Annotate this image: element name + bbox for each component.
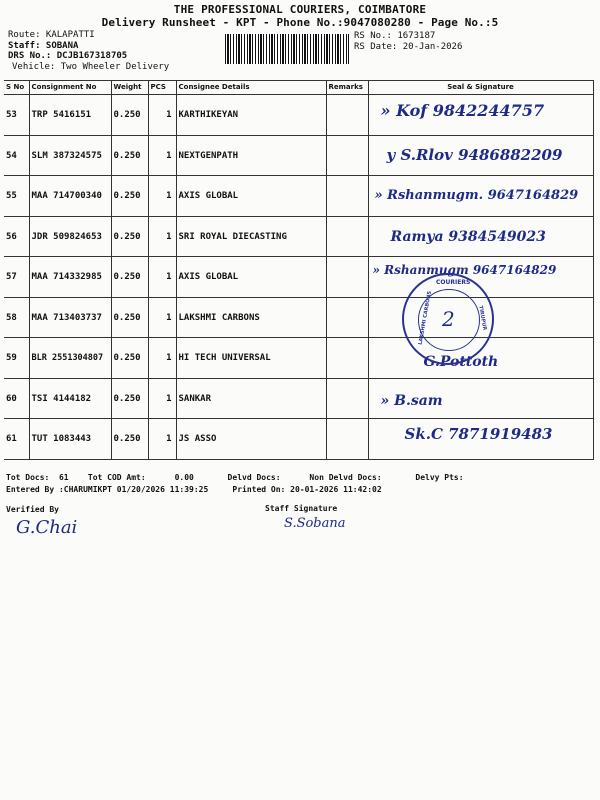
row-consignment: TUT 1083443	[29, 419, 111, 460]
row-remarks	[326, 297, 368, 338]
row-consignment: MAA 714700340	[29, 176, 111, 217]
table-row	[4, 419, 593, 460]
row-signature-cell	[368, 135, 593, 176]
table-row	[4, 95, 593, 136]
stamp-center-mark: 2	[442, 307, 455, 331]
stamp-top-text: COURIERS	[436, 279, 471, 286]
runsheet-table	[4, 80, 594, 460]
runsheet-subtitle: Delivery Runsheet - KPT - Phone No.:9047080280 - Page No.:5	[101, 16, 499, 29]
row-sno: 56	[4, 216, 29, 257]
route-label: Route: KALAPATTI	[8, 30, 95, 40]
row-consignee: AXIS GLOBAL	[176, 257, 326, 298]
row-remarks	[326, 176, 368, 217]
row-weight: 0.250	[111, 135, 148, 176]
row-remarks	[326, 338, 368, 379]
row-consignee: AXIS GLOBAL	[176, 176, 326, 217]
row-pcs: 1	[148, 378, 176, 419]
row-consignment: BLR 2551304807	[29, 338, 111, 379]
staff-signature-label: Staff Signature	[265, 504, 338, 513]
col-pcs: PCS	[148, 81, 176, 95]
row-sno: 55	[4, 176, 29, 217]
row-remarks	[326, 216, 368, 257]
col-seal-signature: Seal & Signature	[368, 81, 593, 95]
row-consignment: MAA 713403737	[29, 297, 111, 338]
company-seal-stamp	[402, 273, 494, 365]
row-sno: 61	[4, 419, 29, 460]
row-signature-cell	[368, 95, 593, 136]
row-pcs: 1	[148, 419, 176, 460]
table-row	[4, 216, 593, 257]
row-consignment: TRP 5416151	[29, 95, 111, 136]
table-row	[4, 378, 593, 419]
barcode	[225, 34, 349, 64]
entered-printed-line: Entered By :CHARUMIKPT 01/20/2026 11:39:25 Printed On: 20-01-2026 11:42:02	[6, 485, 382, 494]
rs-block	[354, 31, 462, 53]
row-pcs: 1	[148, 216, 176, 257]
company-title: THE PROFESSIONAL COURIERS, COIMBATORE	[173, 3, 427, 16]
row-signature-cell	[368, 176, 593, 217]
row-signature: » Kof 9842244757	[380, 101, 545, 120]
row-signature: Sk.C 7871919483	[404, 425, 553, 443]
row-sno: 60	[4, 378, 29, 419]
row-weight: 0.250	[111, 176, 148, 217]
row-weight: 0.250	[111, 378, 148, 419]
row-consignment: MAA 714332985	[29, 257, 111, 298]
row-sno: 59	[4, 338, 29, 379]
route-block	[8, 30, 169, 72]
table-row	[4, 338, 593, 379]
row-consignment: SLM 387324575	[29, 135, 111, 176]
row-pcs: 1	[148, 257, 176, 298]
row-weight: 0.250	[111, 338, 148, 379]
row-signature-cell	[368, 419, 593, 460]
staff-signature: S.Sobana	[284, 516, 346, 531]
col-sno: S No	[4, 81, 29, 95]
row-signature: » Rshanmugm. 9647164829	[374, 188, 579, 203]
row-weight: 0.250	[111, 419, 148, 460]
col-consignment: Consignment No	[29, 81, 111, 95]
staff-label: Staff: SOBANA	[8, 40, 79, 51]
row-consignment: JDR 509824653	[29, 216, 111, 257]
vehicle-label: Vehicle: Two Wheeler Delivery	[12, 61, 170, 72]
drs-label: DRS No.: DCJB167318705	[8, 51, 128, 61]
table-header	[4, 81, 593, 95]
row-signature: G.Pottoth	[423, 354, 499, 370]
row-consignee: SRI ROYAL DIECASTING	[176, 216, 326, 257]
row-weight: 0.250	[111, 95, 148, 136]
row-signature: y S.Rlov 9486882209	[386, 145, 563, 164]
row-pcs: 1	[148, 297, 176, 338]
verified-by-label: Verified By	[6, 505, 59, 514]
col-consignee: Consignee Details	[176, 81, 326, 95]
row-remarks	[326, 257, 368, 298]
row-pcs: 1	[148, 135, 176, 176]
col-remarks: Remarks	[326, 81, 368, 95]
row-consignee: LAKSHMI CARBONS	[176, 297, 326, 338]
row-sno: 54	[4, 135, 29, 176]
stamp-left-text: LAKSHMI CARBONS	[417, 290, 433, 346]
row-remarks	[326, 95, 368, 136]
row-signature-cell	[368, 378, 593, 419]
row-signature: » Rshanmugm 9647164829	[372, 263, 557, 277]
table-row	[4, 176, 593, 217]
row-pcs: 1	[148, 176, 176, 217]
row-remarks	[326, 419, 368, 460]
rs-number: RS No.: 1673187	[354, 31, 436, 41]
table-row	[4, 135, 593, 176]
row-weight: 0.250	[111, 257, 148, 298]
col-weight: Weight	[111, 81, 148, 95]
rs-date: RS Date: 20-Jan-2026	[354, 42, 463, 52]
row-signature: Ramya 9384549023	[390, 228, 546, 245]
row-consignee: NEXTGENPATH	[176, 135, 326, 176]
row-weight: 0.250	[111, 297, 148, 338]
row-remarks	[326, 378, 368, 419]
row-consignee: HI TECH UNIVERSAL	[176, 338, 326, 379]
verified-signature: G.Chai	[16, 517, 78, 538]
row-consignee: JS ASSO	[176, 419, 326, 460]
row-consignee: KARTHIKEYAN	[176, 95, 326, 136]
table-row	[4, 297, 593, 338]
totals-line: Tot Docs: 61 Tot COD Amt: 0.00 Delvd Docs: Non Delvd Docs: Delvy Pts:	[6, 473, 464, 482]
row-remarks	[326, 135, 368, 176]
row-pcs: 1	[148, 95, 176, 136]
table-row	[4, 257, 593, 298]
row-consignment: TSI 4144182	[29, 378, 111, 419]
row-sno: 58	[4, 297, 29, 338]
row-weight: 0.250	[111, 216, 148, 257]
stamp-right-text: TIRUPUR	[477, 305, 488, 331]
row-pcs: 1	[148, 338, 176, 379]
row-sno: 53	[4, 95, 29, 136]
row-consignee: SANKAR	[176, 378, 326, 419]
row-signature: » B.sam	[380, 392, 443, 409]
row-sno: 57	[4, 257, 29, 298]
row-signature-cell	[368, 216, 593, 257]
